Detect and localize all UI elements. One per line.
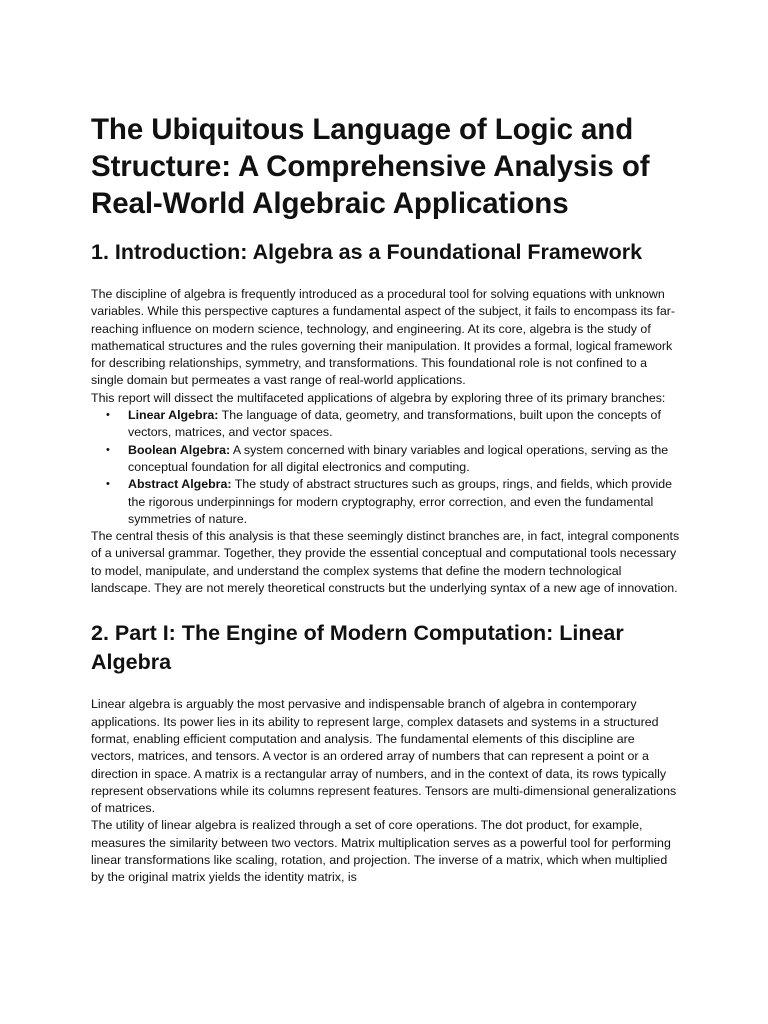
list-item-term: Boolean Algebra:: [128, 442, 231, 457]
paragraph: This report will dissect the multifaceted applications of algebra by exploring three of its primary branches:: [91, 390, 666, 405]
section-heading-introduction: 1. Introduction: Algebra as a Foundational Framework: [91, 240, 643, 264]
list-item-term: Abstract Algebra:: [128, 477, 232, 492]
list-item: [106, 442, 681, 477]
list-item: [106, 476, 681, 528]
bullet-icon: •: [106, 478, 110, 491]
document-title: The Ubiquitous Language of Logic and Structure: A Comprehensive Analysis of Real-World Algebraic Applications: [91, 113, 650, 220]
section-body-introduction: [91, 286, 681, 597]
list-item: [106, 407, 681, 442]
branches-list: [91, 407, 681, 528]
bullet-icon: •: [106, 409, 110, 422]
paragraph: The discipline of algebra is frequently introduced as a procedural tool for solving equations with unknown variables. While this perspective captures a fundamental aspect of the subject, it fails to encompass its far-reaching influence on modern science, technology, and engineering. At its core, algebra is the study of mathematical structures and the rules governing their manipulation. It provides a formal, logical framework for describing relationships, symmetry, and transformations. This foundational role is not confined to a single domain but permeates a vast range of real-world applications.: [91, 287, 676, 388]
list-item-text: The language of data, geometry, and transformations, built upon the concepts of vectors, matrices, and vector spaces.: [128, 408, 661, 440]
list-item-text: A system concerned with binary variables and logical operations, serving as the conceptual foundation for all digital electronics and computing.: [128, 442, 669, 474]
document-page: [91, 111, 681, 887]
bullet-icon: •: [106, 443, 110, 456]
paragraph: The central thesis of this analysis is that these seemingly distinct branches are, in fact, integral components of a universal grammar. Together, they provide the essential conceptual and computational tools necessary to model, manipulate, and understand the complex systems that define the modern technological landscape. They are not merely theoretical constructs but the underlying syntax of a new age of innovation.: [91, 529, 680, 596]
section-heading-linear-algebra: 2. Part I: The Engine of Modern Computation: Linear Algebra: [91, 621, 624, 675]
section-body-linear-algebra: [91, 696, 681, 886]
list-item-term: Linear Algebra:: [128, 408, 219, 423]
list-item-text: The study of abstract structures such as groups, rings, and fields, which provide the rigorous underpinnings for modern cryptography, error correction, and even the fundamental symmetries of nature.: [128, 477, 673, 526]
paragraph: Linear algebra is arguably the most pervasive and indispensable branch of algebra in contemporary applications. Its power lies in its ability to represent large, complex datasets and systems in a structured format, enabling efficient computation and analysis. The fundamental elements of this discipline are vectors, matrices, and tensors. A vector is an ordered array of numbers that can represent a point or a direction in space. A matrix is a rectangular array of numbers, and in the context of data, its rows typically represent observations while its columns represent features. Tensors are multi-dimensional generalizations of matrices.: [91, 697, 677, 816]
paragraph: The utility of linear algebra is realized through a set of core operations. The dot product, for example, measures the similarity between two vectors. Matrix multiplication serves as a powerful tool for performing linear transformations like scaling, rotation, and projection. The inverse of a matrix, which when multiplied by the original matrix yields the identity matrix, is: [91, 818, 671, 885]
